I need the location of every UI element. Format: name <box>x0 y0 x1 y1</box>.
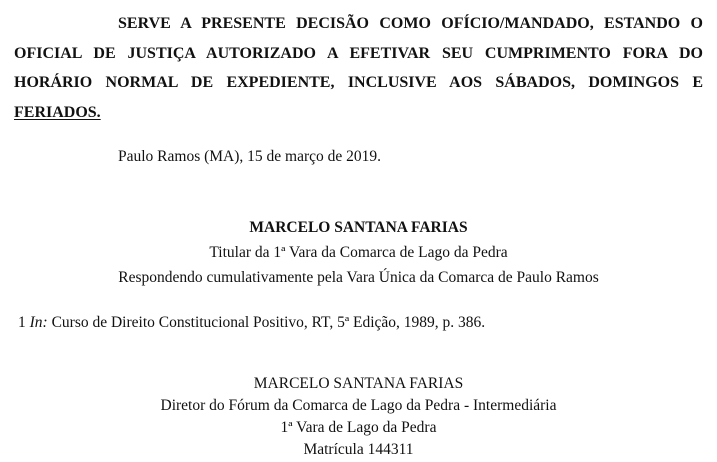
signature-role: Respondendo cumulativamente pela Vara Única da Comarca de Paulo Ramos <box>118 269 599 286</box>
footer-signature-court: 1ª Vara de Lago da Pedra <box>280 419 437 436</box>
footnote <box>18 312 485 334</box>
notice-line-2: OFICIAL DE JUSTIÇA AUTORIZADO A EFETIVAR SEU CUMPRIMENTO FORA DO <box>14 44 703 62</box>
footnote-number: 1 <box>18 314 26 331</box>
notice-line-1: SERVE A PRESENTE DECISÃO COMO OFÍCIO/MANDADO, ESTANDO O <box>118 15 703 32</box>
signature-title: Titular da 1ª Vara da Comarca de Lago da Pedra <box>209 244 508 261</box>
electronic-signature-block <box>0 373 717 461</box>
place-and-date: Paulo Ramos (MA), 15 de março de 2019. <box>118 148 382 165</box>
judge-signature-block <box>0 215 717 290</box>
notice-line-3: HORÁRIO NORMAL DE EXPEDIENTE, INCLUSIVE AOS SÁBADOS, DOMINGOS E <box>14 74 703 91</box>
footer-signature-registration: Matrícula 144311 <box>303 441 414 458</box>
footnote-text: Curso de Direito Constitucional Positivo, RT, 5ª Edição, 1989, p. 386. <box>51 314 486 331</box>
footer-signature-title: Diretor do Fórum da Comarca de Lago da Pedra - Intermediária <box>160 397 557 414</box>
footer-signature-name: MARCELO SANTANA FARIAS <box>253 375 464 392</box>
notice-last-word: FERIADOS. <box>14 103 101 121</box>
footnote-prefix: In: <box>29 314 48 331</box>
mandate-notice-paragraph <box>14 9 703 127</box>
signature-name: MARCELO SANTANA FARIAS <box>249 219 468 236</box>
